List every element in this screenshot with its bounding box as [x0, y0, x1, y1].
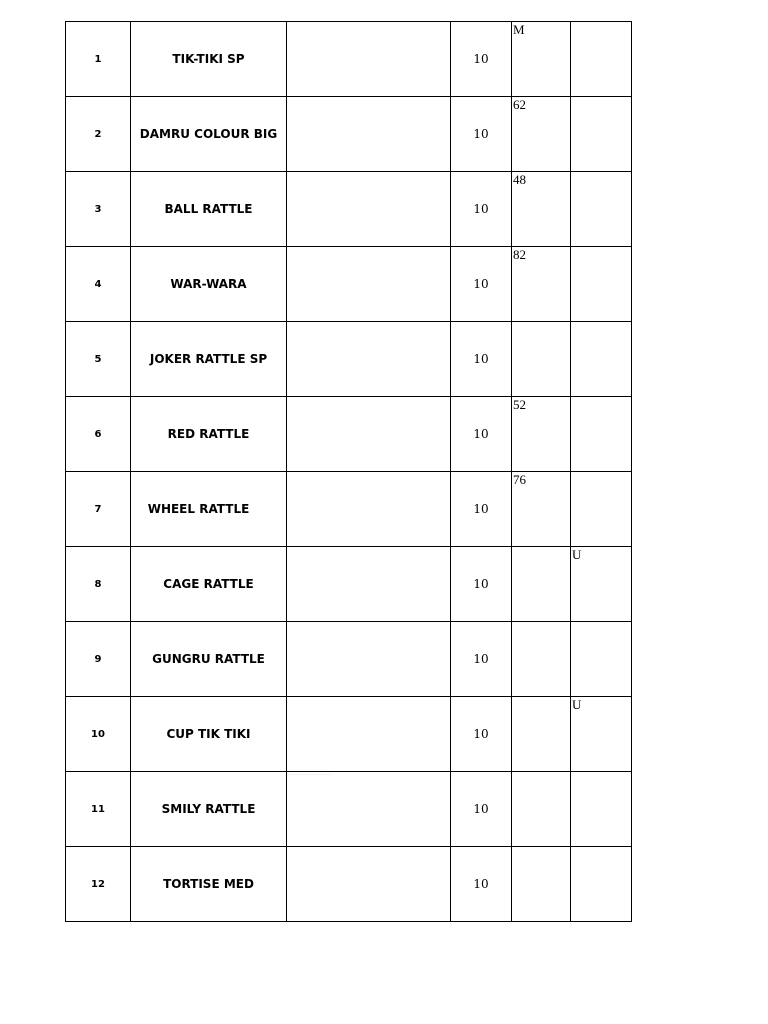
serial-number-cell: 6 [66, 397, 131, 472]
product-name-cell [131, 397, 287, 472]
product-name-cell [131, 472, 287, 547]
product-name: WHEEL RATTLE [147, 502, 250, 516]
mark-cell-u [571, 247, 632, 322]
quantity-cell: 10 [451, 397, 512, 472]
mark-cell-u [571, 697, 632, 772]
quantity-cell: 10 [451, 172, 512, 247]
image-cell [287, 847, 451, 922]
image-cell [287, 247, 451, 322]
mark-u-text: U [572, 697, 582, 712]
mark-cell-m [512, 697, 571, 772]
product-name-cell [131, 697, 287, 772]
image-cell [287, 697, 451, 772]
quantity-cell: 10 [451, 697, 512, 772]
serial-number-cell: 7 [66, 472, 131, 547]
product-name-cell [131, 322, 287, 397]
image-cell [287, 97, 451, 172]
product-name: CUP TIK TIKI [166, 727, 251, 741]
mark-cell-u [571, 547, 632, 622]
table-row [66, 397, 632, 472]
image-cell [287, 772, 451, 847]
mark-u-text: U [572, 547, 582, 562]
quantity-cell: 10 [451, 472, 512, 547]
serial-number-cell: 3 [66, 172, 131, 247]
mark-m-text: 62 [513, 97, 526, 112]
image-cell [287, 622, 451, 697]
table-row [66, 247, 632, 322]
mark-cell-m [512, 622, 571, 697]
quantity-cell: 10 [451, 22, 512, 97]
mark-cell-m [512, 772, 571, 847]
image-cell [287, 547, 451, 622]
mark-cell-m [512, 847, 571, 922]
product-table-body [66, 22, 632, 922]
product-name-cell [131, 547, 287, 622]
product-name: CAGE RATTLE [163, 577, 254, 591]
product-name-cell [131, 847, 287, 922]
serial-number-cell: 4 [66, 247, 131, 322]
mark-cell-u [571, 622, 632, 697]
mark-cell-m [512, 22, 571, 97]
table-row [66, 847, 632, 922]
product-name: GUNGRU RATTLE [152, 652, 265, 666]
serial-number-cell: 5 [66, 322, 131, 397]
mark-cell-m [512, 247, 571, 322]
quantity-cell: 10 [451, 547, 512, 622]
image-cell [287, 472, 451, 547]
quantity-cell: 10 [451, 622, 512, 697]
tiny-note-mark: ·········································· [289, 772, 331, 776]
image-cell [287, 397, 451, 472]
mark-cell-m [512, 472, 571, 547]
product-name-cell [131, 97, 287, 172]
product-name: BALL RATTLE [164, 202, 253, 216]
image-cell [287, 22, 451, 97]
quantity-cell: 10 [451, 847, 512, 922]
product-table [65, 21, 632, 922]
table-row [66, 772, 632, 847]
table-row [66, 172, 632, 247]
quantity-cell: 10 [451, 247, 512, 322]
table-row [66, 547, 632, 622]
mark-cell-m [512, 322, 571, 397]
quantity-cell: 10 [451, 772, 512, 847]
table-row [66, 697, 632, 772]
serial-number-cell: 10 [66, 697, 131, 772]
mark-cell-u [571, 847, 632, 922]
table-row [66, 22, 632, 97]
table-row [66, 97, 632, 172]
product-name-cell [131, 172, 287, 247]
mark-cell-u [571, 97, 632, 172]
mark-cell-m [512, 97, 571, 172]
product-name-cell [131, 247, 287, 322]
product-name: DAMRU COLOUR BIG [139, 127, 278, 141]
table-row [66, 472, 632, 547]
product-name: SMILY RATTLE [161, 802, 256, 816]
serial-number-cell: 2 [66, 97, 131, 172]
product-name-cell [131, 22, 287, 97]
table-row [66, 622, 632, 697]
mark-cell-m [512, 172, 571, 247]
mark-m-text: 82 [513, 247, 526, 262]
serial-number-cell: 11 [66, 772, 131, 847]
product-name: RED RATTLE [167, 427, 250, 441]
product-name: TORTISE MED [163, 877, 254, 891]
mark-cell-m [512, 547, 571, 622]
mark-cell-u [571, 172, 632, 247]
serial-number-cell: 9 [66, 622, 131, 697]
product-name: WAR-WARA [170, 277, 247, 291]
mark-cell-u [571, 397, 632, 472]
mark-cell-u [571, 322, 632, 397]
quantity-cell: 10 [451, 97, 512, 172]
product-name-cell [131, 622, 287, 697]
product-name: TIK-TIKI SP [172, 52, 245, 66]
serial-number-cell: 8 [66, 547, 131, 622]
serial-number-cell: 1 [66, 22, 131, 97]
mark-cell-u [571, 22, 632, 97]
mark-m-text: 76 [513, 472, 526, 487]
mark-m-text: M [513, 22, 525, 37]
mark-m-text: 48 [513, 172, 526, 187]
mark-m-text: 52 [513, 397, 526, 412]
product-name-cell [131, 772, 287, 847]
table-row [66, 322, 632, 397]
mark-cell-u [571, 472, 632, 547]
image-cell [287, 322, 451, 397]
serial-number-cell: 12 [66, 847, 131, 922]
mark-cell-u [571, 772, 632, 847]
product-name: JOKER RATTLE SP [149, 352, 268, 366]
mark-cell-m [512, 397, 571, 472]
quantity-cell: 10 [451, 322, 512, 397]
image-cell [287, 172, 451, 247]
